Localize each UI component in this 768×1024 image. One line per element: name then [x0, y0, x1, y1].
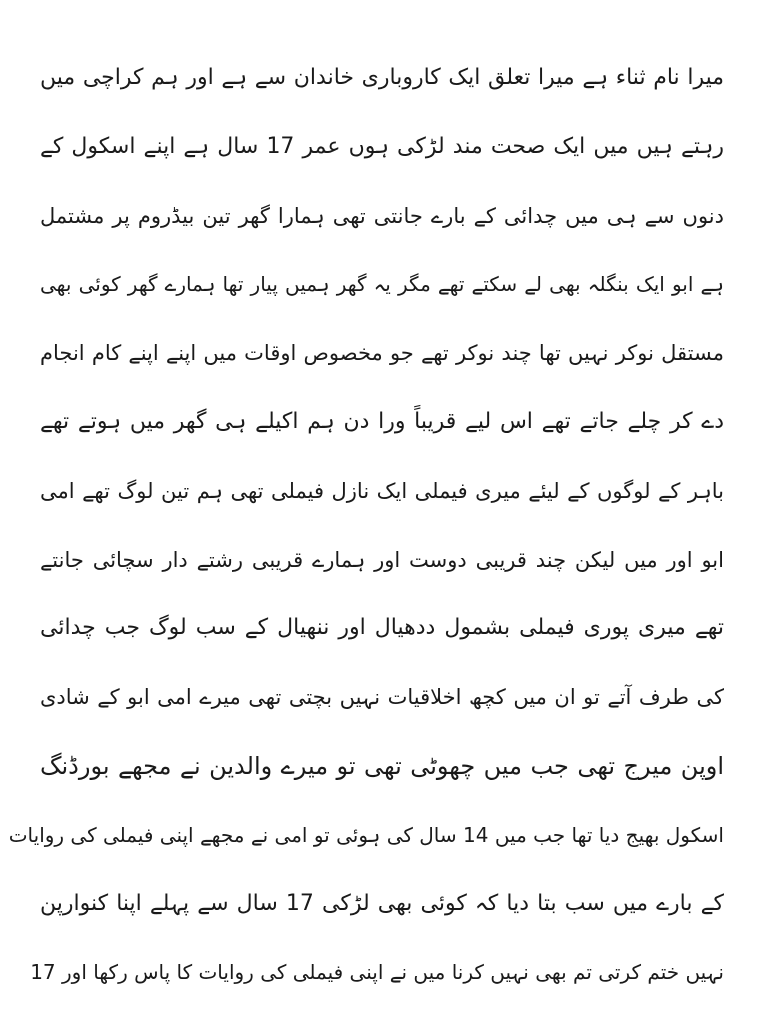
- text-line-11: اوپن میرج تھی جب میں چھوٹی تھی تو میرے والدین نے مجھے بورڈنگ: [40, 751, 724, 780]
- text-line-12: اسکول بھیج دیا تھا جب میں 14 سال کی ہوئی تو امی نے مجھے اپنی فیملی کی روایات: [8, 822, 724, 847]
- text-line-3: دنوں سے ہی میں چدائی کے بارے جانتی تھی ہمارا گھر تین بیڈروم پر مشتمل: [40, 203, 724, 228]
- text-line-2: رہتے ہیں میں ایک صحت مند لڑکی ہوں عمر 17 سال ہے اپنے اسکول کے: [40, 133, 724, 159]
- text-line-9: تھے میری پوری فیملی بشمول ددھیال اور ننھیال کے سب لوگ جب چدائی: [40, 615, 724, 641]
- text-line-7: باہر کے لوگوں کے لیئے میری فیملی ایک نازل فیملی تھی ہم تین لوگ تھے امی: [40, 478, 724, 503]
- text-line-13: کے بارے میں سب بتا دیا کہ کوئی بھی لڑکی 17 سال سے پہلے اپنا کنوارپن: [40, 890, 724, 916]
- paragraph: [8, 44, 724, 1007]
- text-line-14: نہیں ختم کرتی تم بھی نہیں کرنا میں نے اپنی فیملی کی روایات کا پاس رکھا اور 17: [30, 960, 724, 985]
- text-line-8: ابو اور میں لیکن چند قریبی دوست اور ہمارے قریبی رشتے دار سچائی جانتے: [40, 547, 724, 572]
- text-line-5: مستقل نوکر نہیں تھا چند نوکر تھے جو مخصوص اوقات میں اپنے اپنے کام انجام: [40, 341, 724, 366]
- text-line-1: میرا نام ثناء ہے میرا تعلق ایک کاروباری خاندان سے ہے اور ہم کراچی میں: [40, 65, 724, 90]
- text-line-4: ہے ابو ایک بنگلہ بھی لے سکتے تھے مگر یہ گھر ہمیں پیار تھا ہمارے گھر کوئی بھی: [40, 272, 724, 297]
- text-line-6: دے کر چلے جاتے تھے اس لیے قریباً ورا دن ہم اکیلے ہی گھر میں ہوتے تھے: [40, 408, 724, 434]
- text-line-10: کی طرف آتے تو ان میں کچھ اخلاقیات نہیں بچتی تھی میرے امی ابو کے شادی: [40, 685, 724, 710]
